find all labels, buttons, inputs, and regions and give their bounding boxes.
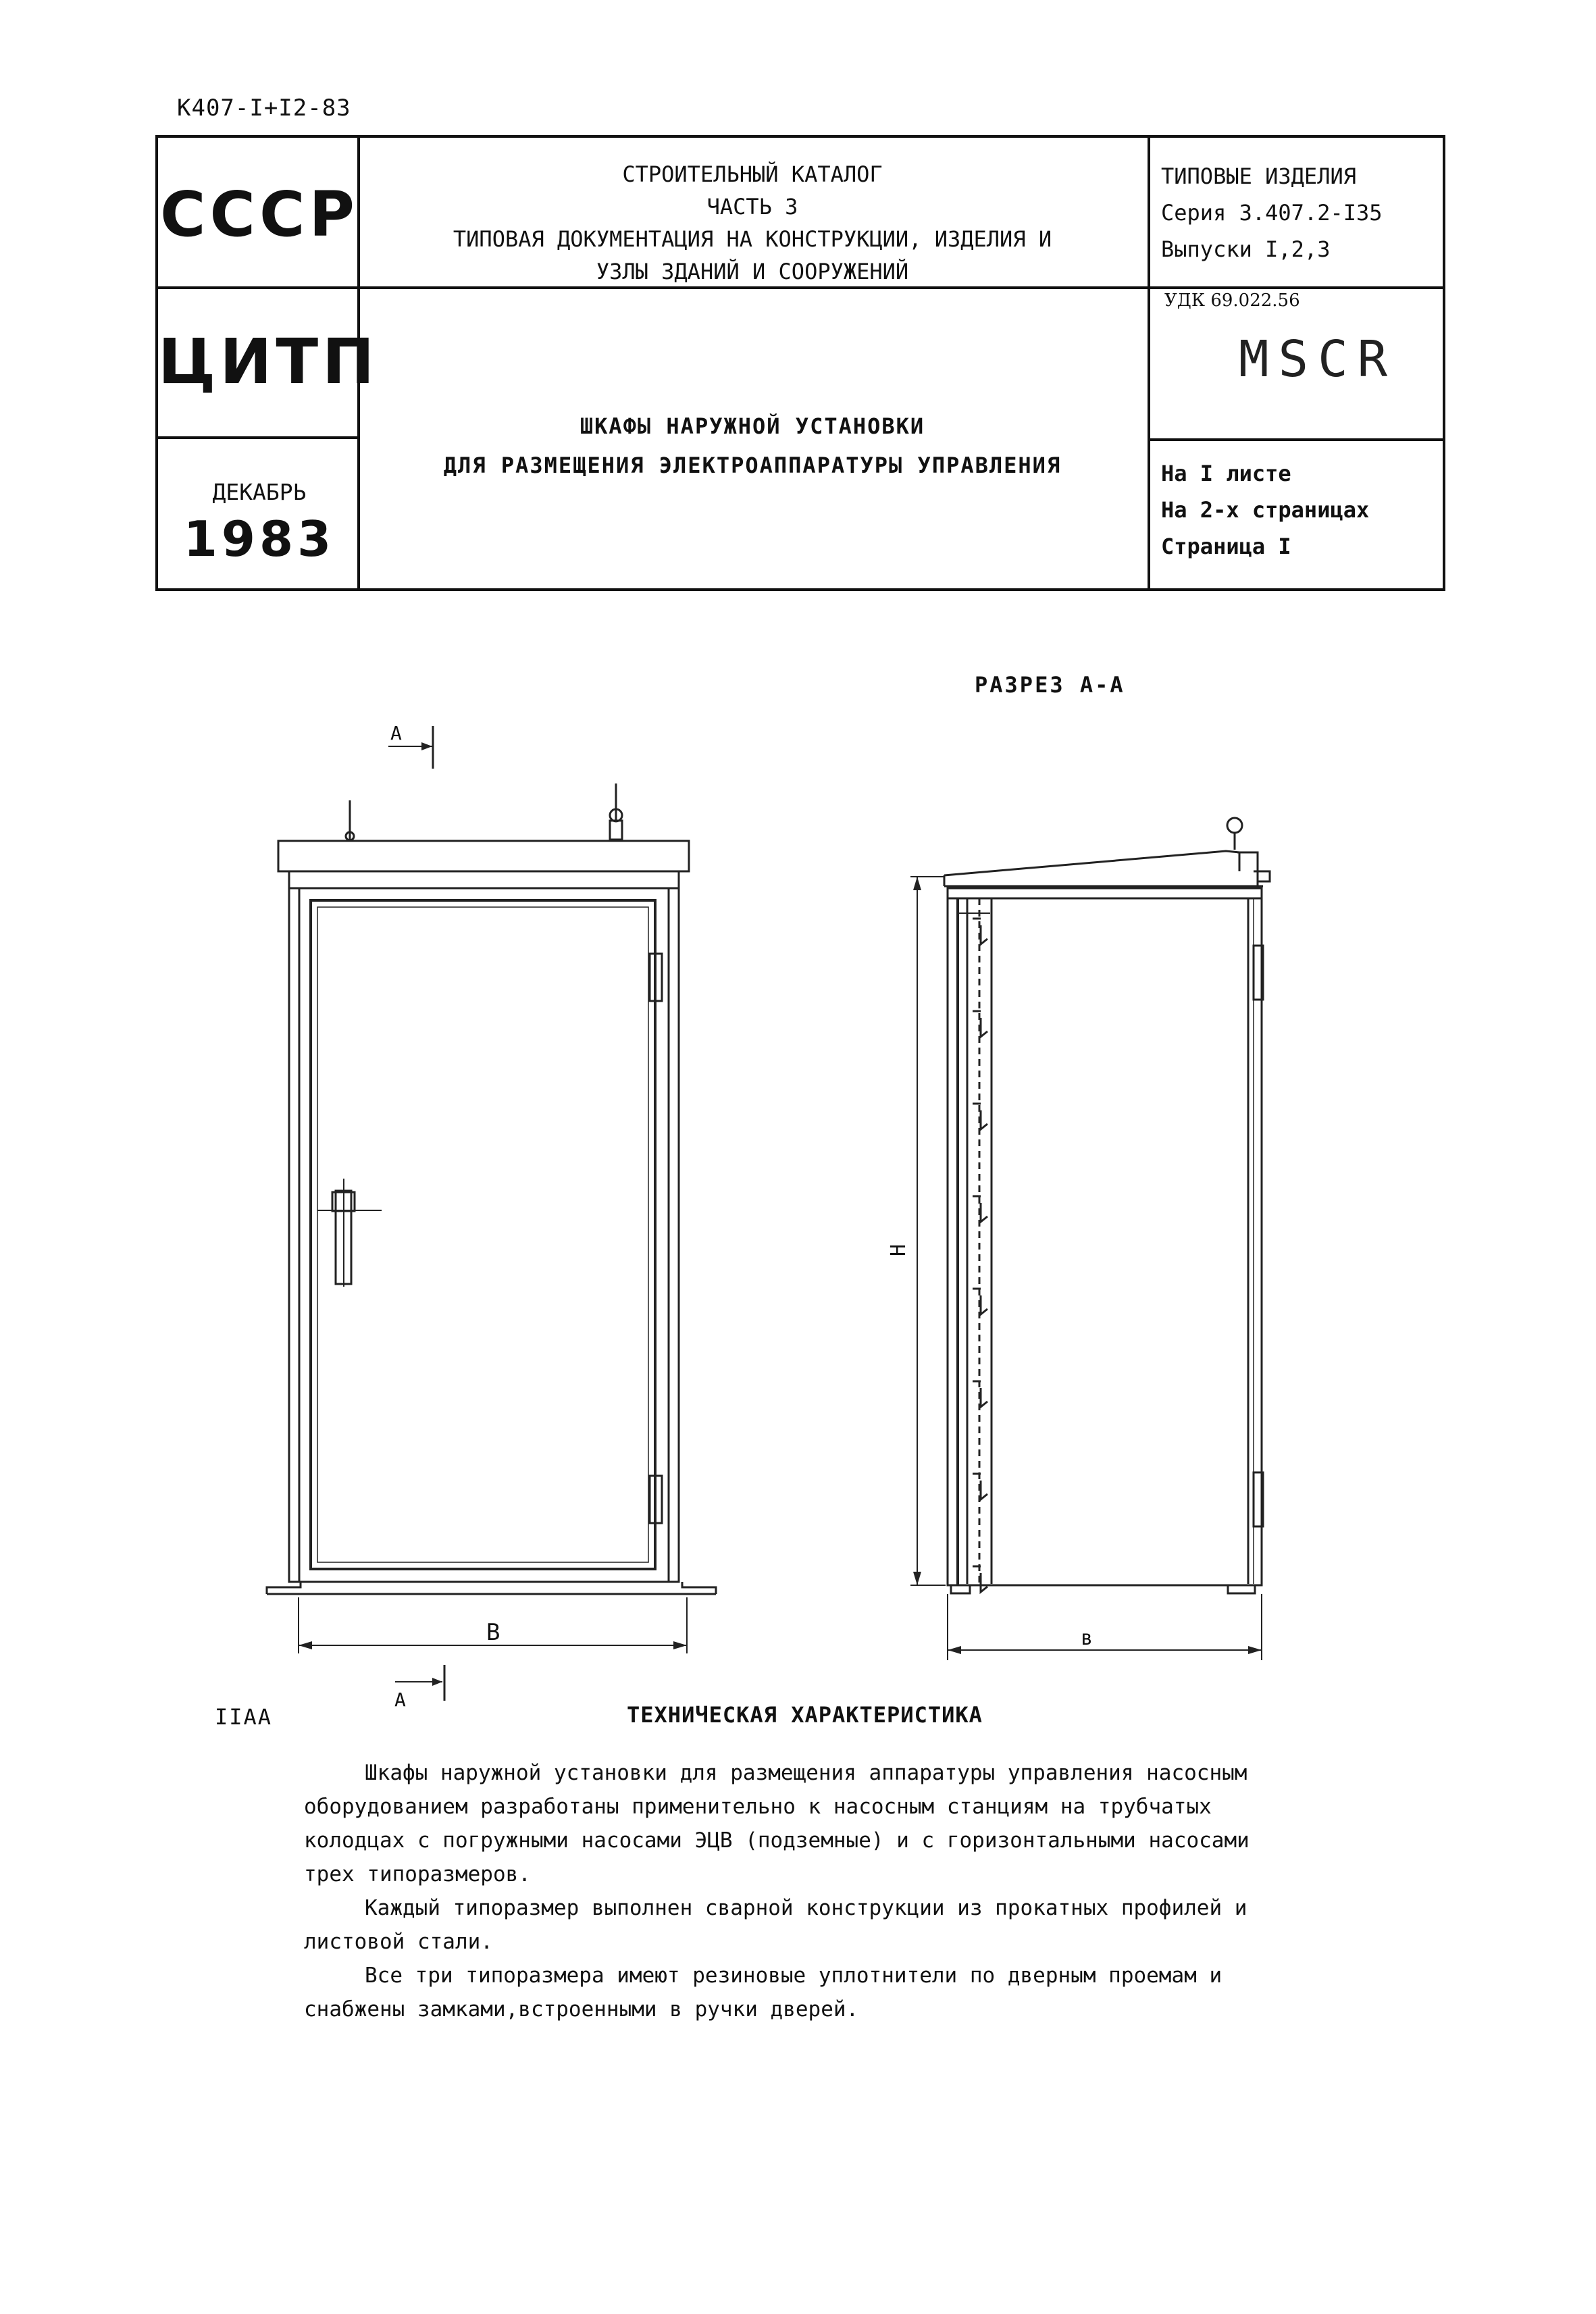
text-line: Шкафы наружной установки для размещения аппаратуры управления насосным <box>365 1761 1247 1785</box>
specs-text <box>304 1756 1290 2026</box>
side-label: IIАА <box>215 1704 273 1730</box>
text-line: Каждый типоразмер выполнен сварной конструкции из прокатных профилей и <box>365 1896 1247 1920</box>
document-title <box>357 407 1148 485</box>
title-line: ШКАФЫ НАРУЖНОЙ УСТАНОВКИ <box>580 413 925 439</box>
title-block <box>155 135 1445 591</box>
page-number: Страница I <box>1161 534 1291 559</box>
specs-heading: ТЕХНИЧЕСКАЯ ХАРАКТЕРИСТИКА <box>627 1702 983 1728</box>
catalog-line: УЗЛЫ ЗДАНИЙ И СООРУЖЕНИЙ <box>596 259 909 284</box>
cut-label-bottom: А <box>394 1689 406 1711</box>
udk-code: УДК 69.022.56 <box>1164 290 1300 311</box>
text-line: Все три типоразмера имеют резиновые уплотнители по дверным проемам и <box>365 1963 1222 1988</box>
title-block-rule <box>1148 286 1443 289</box>
sheet-count: На I листе <box>1161 461 1291 486</box>
issue-year: 1983 <box>183 511 336 567</box>
front-view <box>267 726 716 1701</box>
title-line: ДЛЯ РАЗМЕЩЕНИЯ ЭЛЕКТРОАППАРАТУРЫ УПРАВЛЕНИЯ <box>443 453 1062 478</box>
page-count: На 2-х страницах <box>1161 497 1370 523</box>
org-code-citp: ЦИТП <box>158 326 379 398</box>
section-title: РАЗРЕЗ А-А <box>975 672 1125 698</box>
issue-month: ДЕКАБРЬ <box>212 479 307 505</box>
title-block-rule <box>158 286 357 289</box>
catalog-line: ТИПОВАЯ ДОКУМЕНТАЦИЯ НА КОНСТРУКЦИИ, ИЗДЕЛИЯ И <box>453 226 1052 252</box>
section-view <box>910 818 1270 1660</box>
series-number: Серия 3.407.2-I35 <box>1161 200 1383 226</box>
document-code: К407-I+I2-83 <box>177 95 351 122</box>
handwritten-code: MSCR <box>1239 330 1397 388</box>
issues-list: Выпуски I,2,3 <box>1161 236 1331 262</box>
catalog-line: ЧАСТЬ 3 <box>706 194 798 220</box>
sheet-info <box>1161 455 1369 565</box>
text-line: оборудованием разработаны применительно к насосным станциям на трубчатых <box>304 1795 1212 1819</box>
title-block-divider-right <box>1148 138 1150 588</box>
dimension-width-side: в <box>1081 1626 1093 1650</box>
dimension-width-front: В <box>486 1619 500 1646</box>
title-block-rule <box>1148 438 1443 441</box>
series-info <box>1161 158 1383 267</box>
text-line: трех типоразмеров. <box>304 1862 531 1886</box>
cut-label-top: А <box>390 722 402 744</box>
catalog-heading <box>357 158 1148 288</box>
text-line: колодцах с погружными насосами ЭЦВ (подземные) и с горизонтальными насосами <box>304 1828 1250 1853</box>
cabinet-drawing <box>0 675 1596 1756</box>
catalog-line: СТРОИТЕЛЬНЫЙ КАТАЛОГ <box>622 161 883 187</box>
dimension-height: Н <box>887 1243 910 1256</box>
title-block-rule <box>158 436 357 439</box>
typical-items-label: ТИПОВЫЕ ИЗДЕЛИЯ <box>1161 163 1356 189</box>
text-line: снабжены замками,встроенными в ручки дверей. <box>304 1997 859 2022</box>
text-line: листовой стали. <box>304 1930 493 1954</box>
org-code-ussr: СССР <box>160 178 359 251</box>
